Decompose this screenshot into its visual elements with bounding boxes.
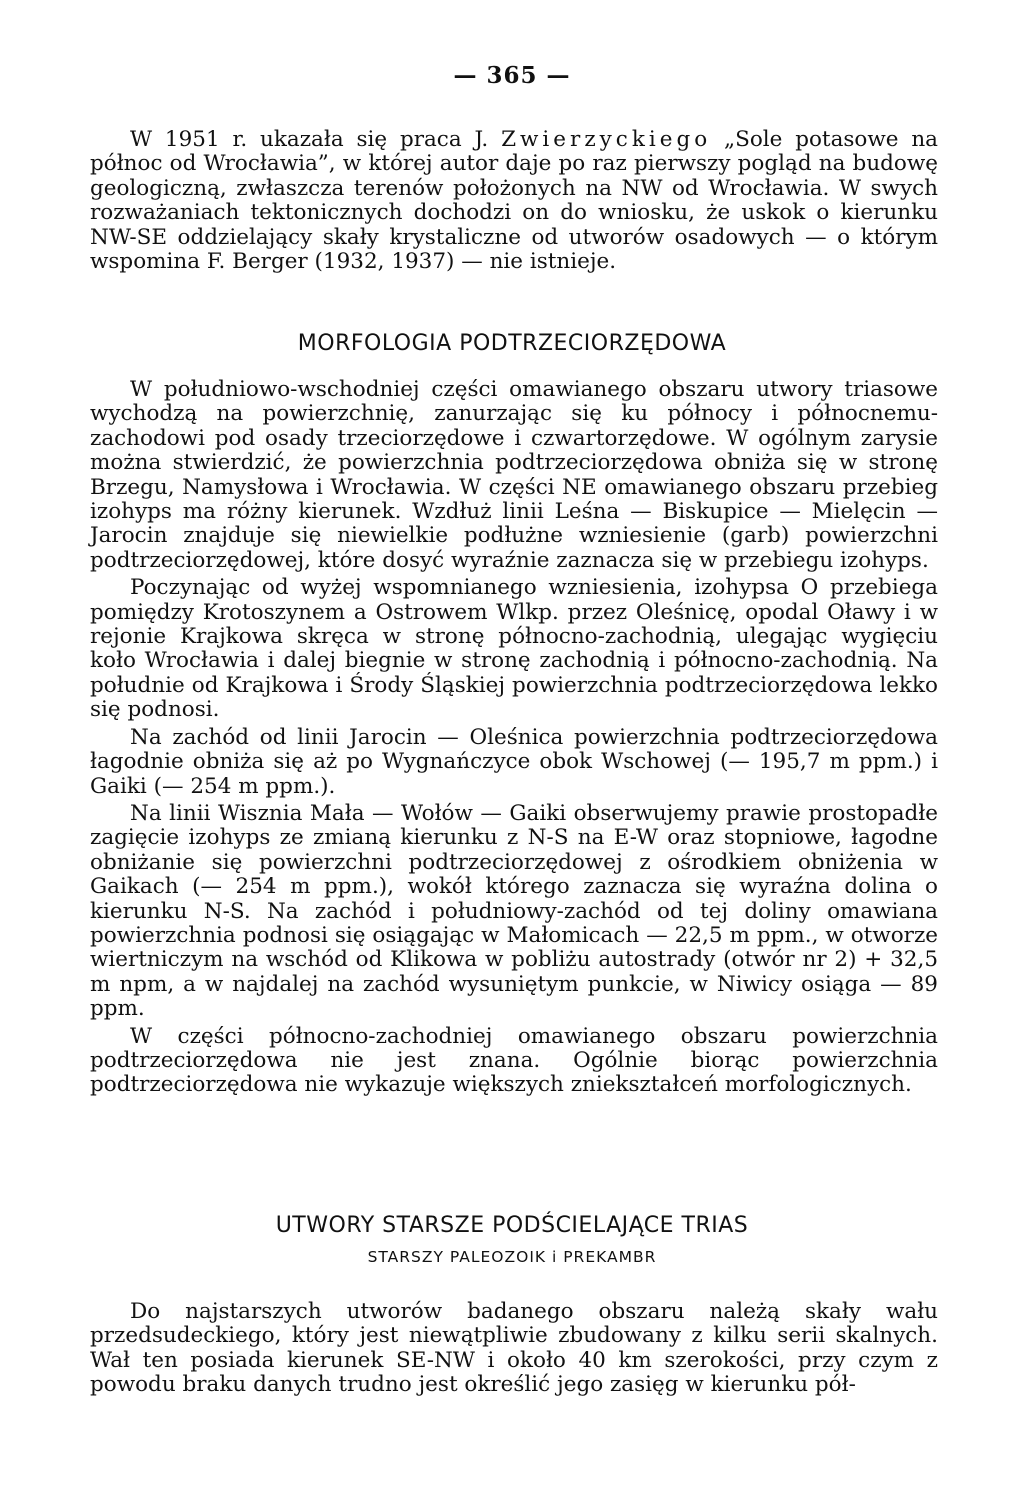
- paragraph: Na linii Wisznia Mała — Wołów — Gaiki obserwujemy prawie prostopadłe zagięcie izohyps ze zmianą kierunku z N-S na E-W oraz stopniowe, łagodne obniżanie się powierzchni podtrzeciorzędowej z ośrodkiem obniżenia w Gaikach (— 254 m ppm.), wokół którego zaznacza się wyraźna dolina o kierunku N-S. Na zachód i południowy-zachód od tej doliny omawiana powierzchnia podnosi się osiągając w Małomicach — 22,5 m ppm., w otworze wiertniczym na wschód od Klikowa w pobliżu autostrady (otwór nr 2) + 32,5 m npm, a w najdalej na zachód wysuniętym punkcie, w Niwicy osiąga — 89 ppm.: [90, 800, 938, 1022]
- intro-paragraph: [90, 128, 938, 274]
- paragraph: Poczynając od wyżej wspomnianego wzniesienia, izohypsa O przebiega pomiędzy Krotoszynem a Ostrowem Wlkp. przez Oleśnicę, opodal Oławy i w rejonie Krajkowa skręca w stronę północno-zachodnią, ulegając wygięciu koło Wrocławia i dalej biegnie w stronę zachodnią i północno-zachodnią. Na południe od Krajkowa i Środy Śląskiej powierzchnia podtrzeciorzędowa lekko się podnosi.: [90, 575, 938, 723]
- intro-text-start: W 1951 r. ukazała się praca J.: [130, 127, 502, 152]
- author-name: Zwierzyckiego: [501, 127, 712, 152]
- paragraph: Na zachód od linii Jarocin — Oleśnica powierzchnia podtrzeciorzędowa łagodnie obniża się aż po Wygnańczyce obok Wschowej (— 195,7 m ppm.) i Gaiki (— 254 m ppm.).: [90, 724, 938, 799]
- section-subheading: STARSZY PALEOZOIK i PREKAMBR: [367, 1248, 657, 1266]
- section-morfologia-body: [90, 378, 938, 1098]
- page-number: — 365 —: [453, 62, 571, 89]
- paragraph: W południowo-wschodniej części omawianego obszaru utwory triasowe wychodzą na powierzchnię, zanurzając się ku północy i północnemu-zachodowi pod osady trzeciorzędowe i czwartorzędowe. W ogólnym zarysie można stwierdzić, że powierzchnia podtrzeciorzędowa obniża się w stronę Brzegu, Namysłowa i Wrocławia. W części NE omawianego obszaru przebieg izohyps ma różny kierunek. Wzdłuż linii Leśna — Biskupice — Mielęcin — Jarocin znajduje się niewielkie podłużne wzniesienie (garb) powierzchni podtrzeciorzędowej, które dosyć wyraźnie zaznacza się w przebiegu izohyps.: [90, 377, 938, 573]
- paragraph: W części północno-zachodniej omawianego obszaru powierzchnia podtrzeciorzędowa nie jest znana. Ogólnie biorąc powierzchnia podtrzeciorzędowa nie wykazuje większych zniekształceń morfologicznych.: [90, 1023, 938, 1098]
- section-heading-morfologia: MORFOLOGIA PODTRZECIORZĘDOWA: [297, 331, 727, 356]
- section-utwory-body: [90, 1300, 938, 1398]
- intro-paragraph-block: [90, 128, 938, 274]
- intro-text-end: „Sole potasowe na północ od Wrocławia”, w której autor daje po raz pierwszy pogląd na budowę geologiczną, zwłaszcza terenów położonych na NW od Wrocławia. W swych rozważaniach tektonicznych dochodzi on do wniosku, że uskok o kierunku NW-SE oddzielający skały krystaliczne od utworów osadowych — o którym wspomina F. Berger (1932, 1937) — nie istnieje.: [90, 127, 938, 275]
- section-heading-utwory: UTWORY STARSZE PODŚCIELAJĄCE TRIAS: [275, 1213, 749, 1238]
- paragraph: Do najstarszych utworów badanego obszaru należą skały wału przedsudeckiego, który jest niewątpliwie zbudowany z kilku serii skalnych. Wał ten posiada kierunek SE-NW i około 40 km szerokości, przy czym z powodu braku danych trudno jest określić jego zasięg w kierunku pół-: [90, 1299, 938, 1398]
